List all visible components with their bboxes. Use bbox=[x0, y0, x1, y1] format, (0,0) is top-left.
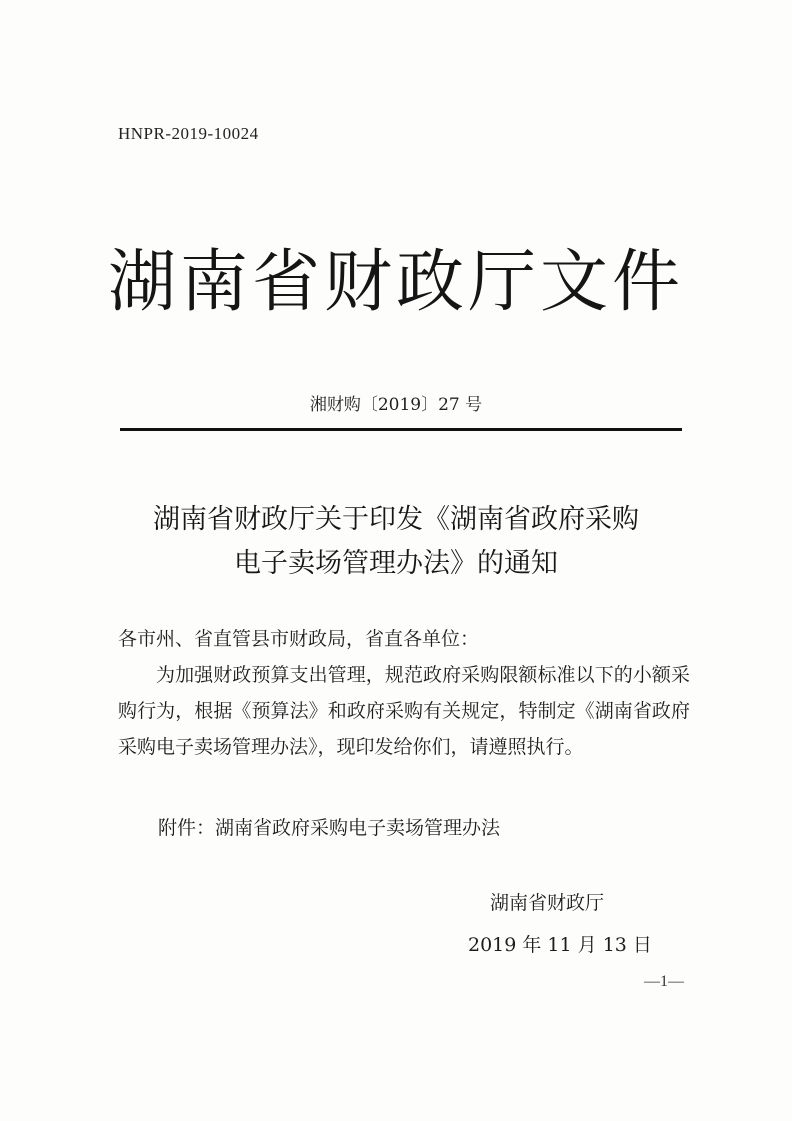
salutation: 各市州、省直管县市财政局，省直各单位： bbox=[118, 628, 480, 650]
title-line-2: 电子卖场管理办法》的通知 bbox=[234, 548, 558, 579]
issue-date: 2019 年 11 月 13 日 bbox=[468, 934, 652, 956]
body-paragraph: 为加强财政预算支出管理，规范政府采购限额标准以下的小额采购行为，根据《预算法》和政府采购有关规定，特制定《湖南省政府采购电子卖场管理办法》，现印发给你们，请遵照执行。 bbox=[118, 664, 690, 758]
issuer-name: 湖南省财政厅 bbox=[490, 892, 605, 914]
document-body bbox=[118, 621, 690, 765]
attachment-line: 附件：湖南省政府采购电子卖场管理办法 bbox=[158, 817, 501, 839]
document-title bbox=[0, 498, 792, 586]
masthead-divider bbox=[120, 428, 682, 431]
title-line-1: 湖南省财政厅关于印发《湖南省政府采购 bbox=[153, 504, 639, 535]
document-masthead: 湖南省财政厅文件 bbox=[107, 243, 684, 322]
document-number: 湘财购〔2019〕27 号 bbox=[309, 395, 483, 415]
page-number: —1— bbox=[644, 973, 684, 990]
document-id-code: HNPR-2019-10024 bbox=[118, 124, 259, 143]
